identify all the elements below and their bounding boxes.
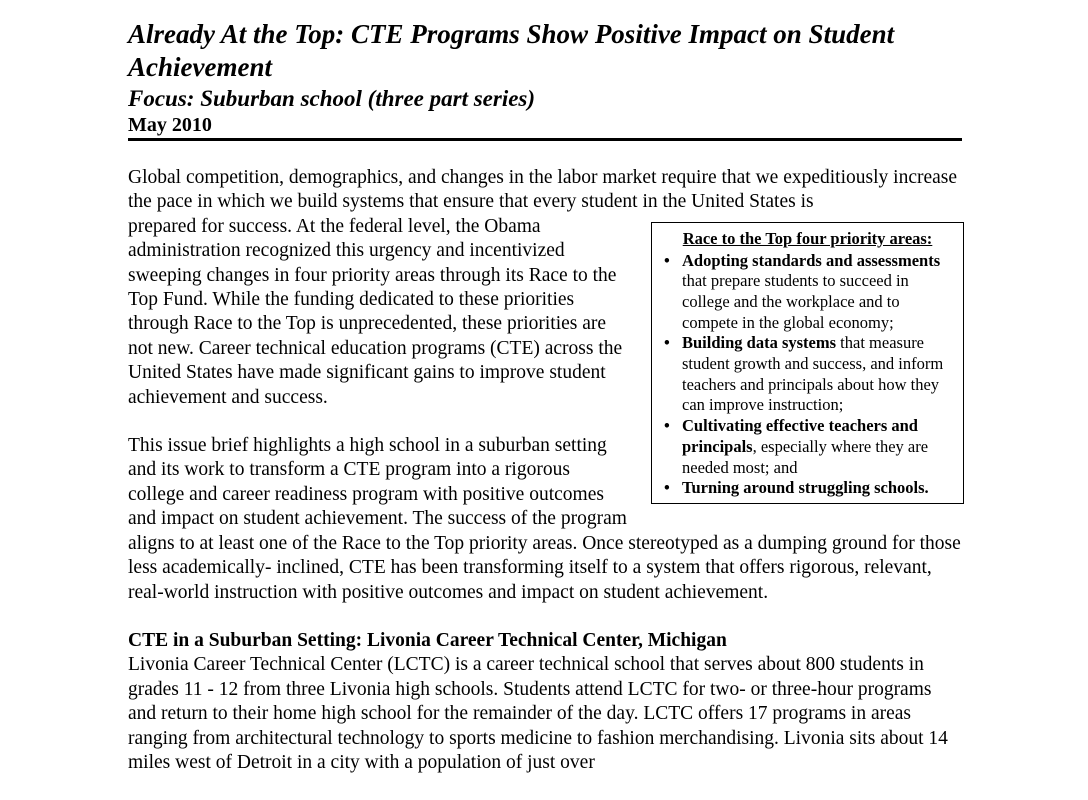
priority-item-bold: Turning around struggling schools. <box>682 478 929 498</box>
priority-item <box>664 333 955 416</box>
bullet-icon: • <box>664 478 670 498</box>
priority-item-text: , especially where they are needed most; and <box>682 436 929 477</box>
paragraph-intro-continued: prepared for success. At the federal level, the Obama administration recognized this urgency and incentivized sweeping changes in four priority areas through its Race to the Top Fund. While the funding dedicated to these priorities through Race to the Top is unprecedented, these priorities are not new. Career technical education programs (CTE) across the United States have made significant gains to improve student achievement and success. <box>128 215 623 408</box>
priority-list <box>660 251 955 499</box>
priority-item-bold: Cultivating effective teachers and principals <box>682 416 918 456</box>
bullet-icon: • <box>664 333 670 353</box>
bullet-icon: • <box>664 250 670 270</box>
priority-item <box>664 478 955 499</box>
bullet-icon: • <box>664 416 670 436</box>
paragraph-lctc: Livonia Career Technical Center (LCTC) is a career technical school that serves about 800 students in grades 11 - 12 from three Livonia high schools. Students attend LCTC for two- or three-hour programs and return to their home high school for the remainder of the day. LCTC offers 17 programs in areas ranging from architectural technology to sports medicine to fashion merchandising. Livonia sits about 14 miles west of Detroit in a city with a population of just over <box>128 654 948 773</box>
sidebar-title: Race to the Top four priority areas: <box>682 228 933 248</box>
document-subtitle: Focus: Suburban school (three part series) <box>128 86 536 111</box>
priority-item <box>664 250 955 334</box>
intro-line-1: Global competition, demographics, and changes in the labor market require that we expeditiously increase the pace in which we build systems that ensure that every student in the United States is <box>128 167 958 213</box>
document-page <box>128 18 964 775</box>
document-date: May 2010 <box>128 113 962 141</box>
priority-item <box>664 416 955 478</box>
priority-areas-sidebar <box>651 222 964 504</box>
priority-item-text: that prepare students to succeed in college and the workplace and to compete in the global economy; <box>682 271 909 332</box>
priority-item-bold: Building data systems <box>682 333 837 353</box>
document-body <box>128 166 964 775</box>
section-heading: CTE in a Suburban Setting: Livonia Career Technical Center, Michigan <box>128 629 727 651</box>
document-title: Already At the Top: CTE Programs Show Positive Impact on Student Achievement <box>128 19 895 82</box>
paragraph-issue-brief: This issue brief highlights a high school in a suburban setting and its work to transform a CTE program into a rigorous college and career readiness program with positive outcomes and impact on student achievement. The success of the program aligns to at least one of the Race to the Top priority areas. Once stereotyped as a dumping ground for those less academically- inclined, CTE has been transforming itself to a system that offers rigorous, relevant, real-world instruction with positive outcomes and impact on student achievement. <box>128 435 961 603</box>
priority-item-bold: Adopting standards and assessments <box>682 250 941 270</box>
priority-item-text: that measure student growth and success, and inform teachers and principals about how they can improve instruction; <box>682 333 944 415</box>
paragraph-intro <box>128 166 964 215</box>
